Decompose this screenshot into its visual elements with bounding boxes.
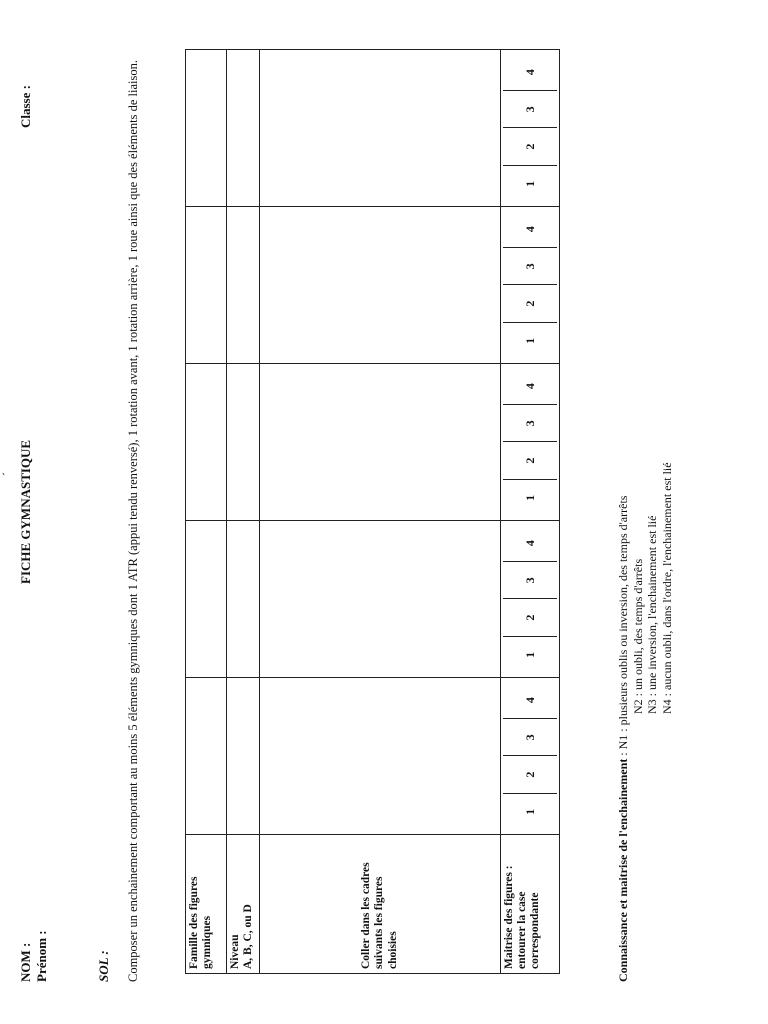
maitrise-option[interactable]: 2: [503, 442, 557, 479]
row-label-maitrise: Maitrise des figures : entourer la case correspondante: [501, 835, 560, 974]
maitrise-option[interactable]: 2: [503, 285, 557, 322]
niveau-cell-5[interactable]: [227, 50, 260, 207]
maitrise-option[interactable]: 1: [503, 165, 557, 202]
row-label-famille: Famille des figures gymniques: [186, 835, 227, 974]
maitrise-option[interactable]: 2: [503, 756, 557, 793]
maitrise-option[interactable]: 1: [503, 479, 557, 516]
maitrise-option[interactable]: 3: [503, 718, 557, 755]
maitrise-cell-4: [501, 207, 560, 364]
classe-label: Classe :: [18, 85, 33, 128]
maitrise-option[interactable]: 1: [503, 322, 557, 359]
coller-cell-5[interactable]: [260, 50, 501, 207]
maitrise-option[interactable]: 4: [522, 226, 537, 233]
row-niveau: [227, 50, 260, 974]
maitrise-option[interactable]: 3: [503, 247, 557, 284]
maitrise-option[interactable]: 3: [503, 90, 557, 127]
famille-cell-5[interactable]: [186, 50, 227, 207]
criteria-label: Connaissance et maitrise de l'enchainement: [616, 758, 630, 982]
instruction-text: Composer un enchainement comportant au moins 5 éléments gymniques dont 1 ATR (appui tendu renversé), 1 rotation avant, 1 rotation arrière, 1 roue ainsi que des éléments de liaison.: [126, 60, 140, 982]
niveau-line2: A, B, C, ou D: [242, 904, 255, 969]
criteria-n2: N2 : un oubli, des temps d'arrêts: [630, 558, 645, 714]
sol-label: SOL :: [96, 950, 111, 982]
stray-mark: ´: [0, 472, 14, 476]
prenom-label: Prénom :: [34, 930, 49, 982]
niveau-cell-4[interactable]: [227, 207, 260, 364]
maitrise-option[interactable]: 4: [522, 540, 537, 547]
row-coller: [260, 50, 501, 974]
maitrise-option[interactable]: 1: [503, 636, 557, 673]
row-label-niveau: [227, 835, 260, 974]
famille-cell-3[interactable]: [186, 364, 227, 521]
famille-cell-4[interactable]: [186, 207, 227, 364]
row-maitrise: [501, 50, 560, 974]
criteria-n4: N4 : aucun oubli, dans l'ordre, l'enchainement est lié: [659, 462, 674, 714]
maitrise-option[interactable]: 3: [503, 404, 557, 441]
famille-cell-2[interactable]: [186, 521, 227, 678]
famille-cell-1[interactable]: [186, 678, 227, 835]
maitrise-option[interactable]: 4: [522, 697, 537, 704]
niveau-cell-2[interactable]: [227, 521, 260, 678]
nom-label: NOM :: [18, 942, 33, 982]
maitrise-cell-2: [501, 521, 560, 678]
maitrise-option[interactable]: 1: [503, 793, 557, 830]
criteria-n3: N3 : une inversion, l'enchainement est lié: [645, 515, 660, 714]
criteria-n1-line: [616, 462, 631, 982]
maitrise-option[interactable]: 4: [522, 69, 537, 76]
maitrise-cell-5: [501, 50, 560, 207]
maitrise-option[interactable]: 2: [503, 599, 557, 636]
maitrise-cell-3: [501, 364, 560, 521]
figures-table: [185, 49, 560, 974]
niveau-cell-3[interactable]: [227, 364, 260, 521]
maitrise-option[interactable]: 3: [503, 561, 557, 598]
coller-cell-1[interactable]: [260, 678, 501, 835]
coller-cell-4[interactable]: [260, 207, 501, 364]
coller-cell-2[interactable]: [260, 521, 501, 678]
page-title: FICHE GYMNASTIQUE: [18, 439, 33, 584]
coller-cell-3[interactable]: [260, 364, 501, 521]
niveau-cell-1[interactable]: [227, 678, 260, 835]
row-famille: [186, 50, 227, 974]
enchainement-criteria: [616, 462, 675, 982]
maitrise-cell-1: [501, 678, 560, 835]
maitrise-option[interactable]: 2: [503, 128, 557, 165]
row-label-coller: Coller dans les cadres suivants les figures choisies: [260, 835, 501, 974]
niveau-line1: Niveau: [229, 934, 241, 969]
maitrise-option[interactable]: 4: [522, 383, 537, 390]
criteria-n1: : N1 : plusieurs oublis ou inversion, des temps d'arrêts: [616, 495, 630, 759]
